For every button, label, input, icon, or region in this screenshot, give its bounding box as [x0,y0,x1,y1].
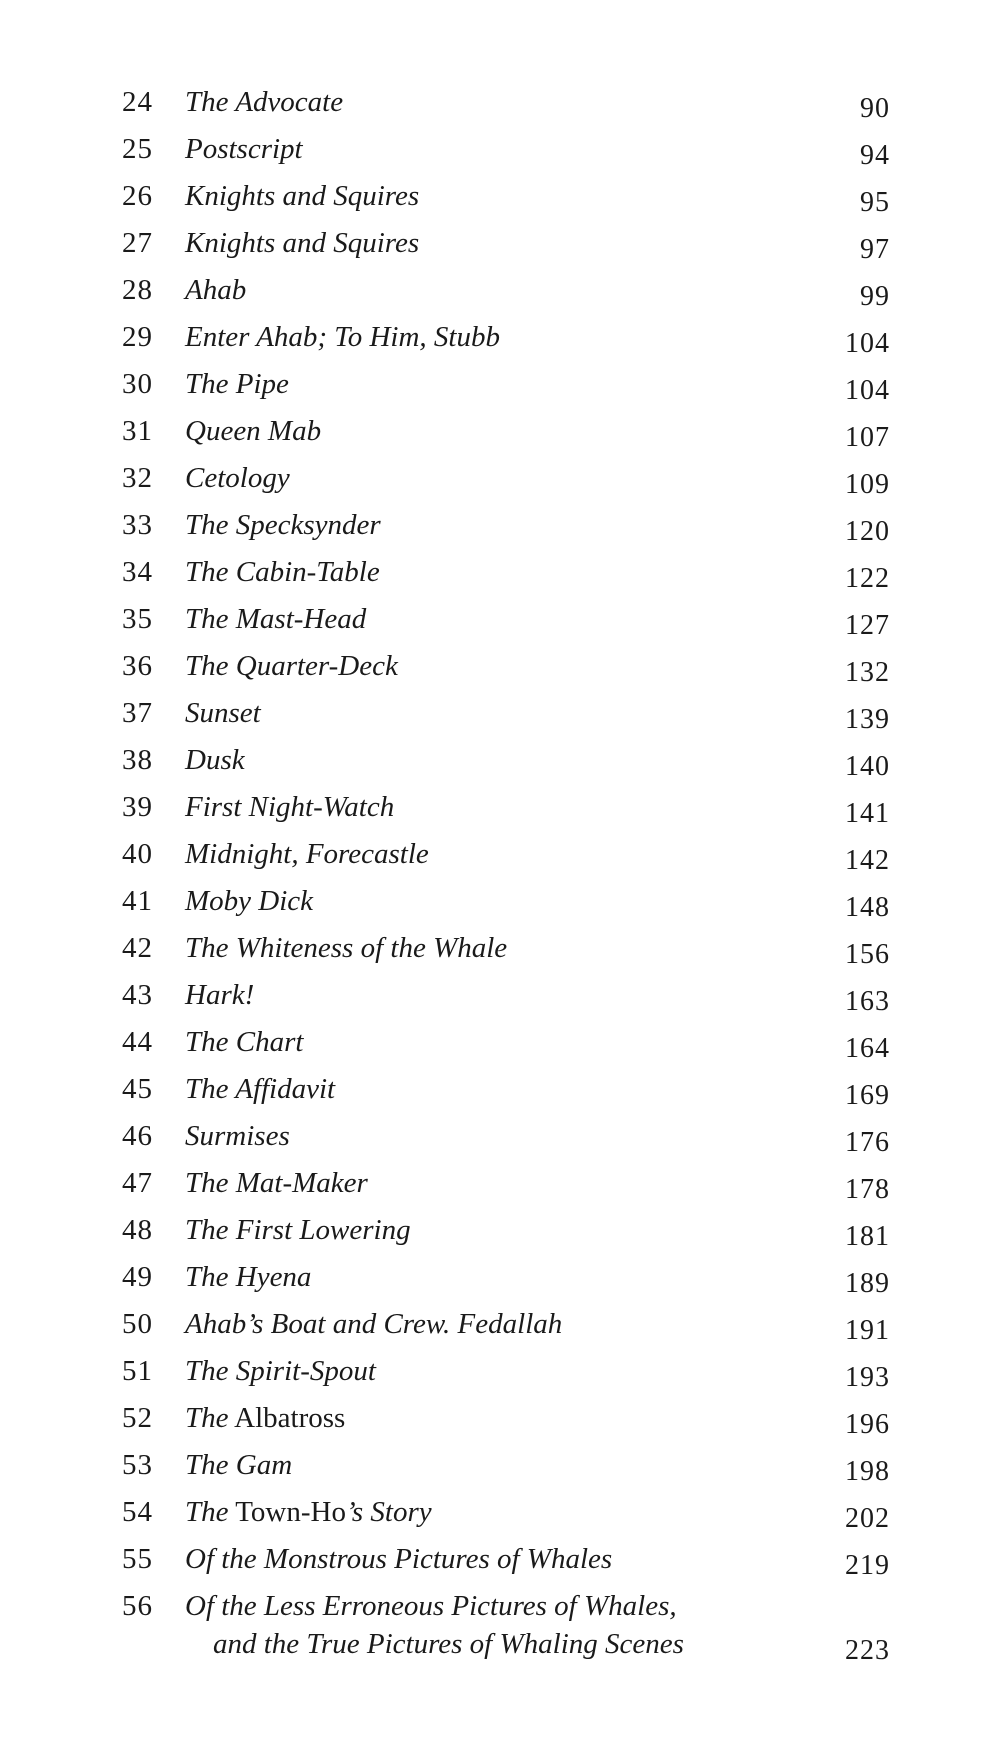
chapter-title-roman: Town-Ho [228,1496,346,1528]
page-number: 193 [845,1362,890,1393]
toc-entry [0,361,1000,408]
chapter-number: 35 [122,603,153,635]
chapter-number: 47 [122,1167,153,1199]
page-number: 132 [845,657,890,688]
page-number: 104 [845,375,890,406]
page-number: 181 [845,1221,890,1252]
chapter-number: 43 [122,979,153,1011]
toc-entry [0,126,1000,173]
chapter-number: 29 [122,321,153,353]
chapter-title: Midnight, Forecastle [185,838,429,870]
chapter-number: 50 [122,1308,153,1340]
chapter-title: Queen Mab [185,415,322,447]
toc-entry [0,596,1000,643]
toc-entry [0,1301,1000,1348]
chapter-number: 34 [122,556,153,588]
chapter-number: 24 [122,86,153,118]
chapter-title: Knights and Squires [185,180,420,212]
toc-entry [0,972,1000,1019]
chapter-number: 33 [122,509,153,541]
chapter-title: The Pipe [185,368,289,400]
chapter-title: Of the Less Erroneous Pictures of Whales, [185,1590,677,1622]
toc-entry [0,1113,1000,1160]
chapter-number: 28 [122,274,153,306]
toc-entry [0,1489,1000,1536]
toc-entry [0,173,1000,220]
chapter-title: Hark! [185,979,255,1011]
chapter-title: The Cabin-Table [185,556,380,588]
chapter-number: 36 [122,650,153,682]
chapter-number: 44 [122,1026,153,1058]
chapter-number: 41 [122,885,153,917]
toc-entry [0,408,1000,455]
chapter-title: The Specksynder [185,509,381,541]
chapter-number: 31 [122,415,153,447]
page-number: 196 [845,1409,890,1440]
page-number: 198 [845,1456,890,1487]
toc-entry [0,1160,1000,1207]
chapter-title: The Mat-Maker [185,1167,368,1199]
page-number: 90 [860,93,890,124]
page-number: 140 [845,751,890,782]
page-number: 139 [845,704,890,735]
toc-entry [0,220,1000,267]
page-number: 169 [845,1080,890,1111]
chapter-title: The Chart [185,1026,304,1058]
chapter-title-roman: Albatross [228,1402,346,1434]
chapter-title: The Quarter-Deck [185,650,398,682]
chapter-number: 48 [122,1214,153,1246]
page-number: 223 [845,1635,890,1666]
page-number: 219 [845,1550,890,1581]
toc-entry [0,1395,1000,1442]
chapter-number: 53 [122,1449,153,1481]
chapter-title [185,1489,432,1536]
chapter-title-italic: The [185,1496,229,1528]
chapter-number: 26 [122,180,153,212]
chapter-number: 40 [122,838,153,870]
chapter-number: 39 [122,791,153,823]
chapter-number: 52 [122,1402,153,1434]
chapter-number: 37 [122,697,153,729]
chapter-title: The Spirit-Spout [185,1355,376,1387]
page-number: 148 [845,892,890,923]
chapter-title: Knights and Squires [185,227,420,259]
page-number: 127 [845,610,890,641]
page-number: 189 [845,1268,890,1299]
chapter-title: Dusk [185,744,245,776]
chapter-number: 25 [122,133,153,165]
chapter-title: The Affidavit [185,1073,336,1105]
chapter-title: Postscript [185,133,303,165]
toc-entry [0,784,1000,831]
toc-entry [0,737,1000,784]
toc-entry [0,878,1000,925]
page-number: 109 [845,469,890,500]
chapter-number: 27 [122,227,153,259]
chapter-number: 46 [122,1120,153,1152]
page-number: 120 [845,516,890,547]
toc-entry [0,549,1000,596]
toc-entry [0,1442,1000,1489]
toc-entry [0,1066,1000,1113]
chapter-number: 38 [122,744,153,776]
page-number: 122 [845,563,890,594]
page-number: 107 [845,422,890,453]
toc-entry [0,690,1000,737]
page-number: 164 [845,1033,890,1064]
toc-entry [0,455,1000,502]
toc-entry [0,1536,1000,1583]
toc-entry [0,925,1000,972]
page-number: 104 [845,328,890,359]
chapter-title: Of the Monstrous Pictures of Whales [185,1543,613,1575]
page-number: 142 [845,845,890,876]
page-number: 202 [845,1503,890,1534]
chapter-title-continued: and the True Pictures of Whaling Scenes [213,1628,684,1660]
toc-entry [0,1207,1000,1254]
page-number: 99 [860,281,890,312]
chapter-title: The Hyena [185,1261,312,1293]
chapter-number: 49 [122,1261,153,1293]
chapter-title: Surmises [185,1120,290,1152]
chapter-title: Ahab [185,274,247,306]
chapter-number: 30 [122,368,153,400]
chapter-title: The Gam [185,1449,293,1481]
toc-entry [0,79,1000,126]
toc-entry [0,1348,1000,1395]
toc-entry [0,643,1000,690]
chapter-title: The Advocate [185,86,344,118]
chapter-title: Sunset [185,697,261,729]
chapter-number: 45 [122,1073,153,1105]
page-number: 95 [860,187,890,218]
toc-entry [0,267,1000,314]
chapter-title: The Mast-Head [185,603,367,635]
chapter-title: Cetology [185,462,290,494]
chapter-title: The Whiteness of the Whale [185,932,508,964]
chapter-title: Moby Dick [185,885,314,917]
page-number: 156 [845,939,890,970]
toc-entry [0,502,1000,549]
page-number: 178 [845,1174,890,1205]
toc-entry [0,1019,1000,1066]
chapter-title-italic: The [185,1402,229,1434]
page-number: 97 [860,234,890,265]
chapter-number: 55 [122,1543,153,1575]
toc-entry [0,1583,1000,1669]
chapter-number: 32 [122,462,153,494]
chapter-title-italic-end: ’s Story [345,1496,432,1528]
chapter-number: 56 [122,1590,153,1622]
chapter-number: 42 [122,932,153,964]
toc-entry [0,831,1000,878]
chapter-title: The First Lowering [185,1214,411,1246]
chapter-title: Ahab’s Boat and Crew. Fedallah [185,1308,563,1340]
page-number: 141 [845,798,890,829]
chapter-title: Enter Ahab; To Him, Stubb [185,321,500,353]
chapter-title [185,1395,345,1442]
chapter-number: 51 [122,1355,153,1387]
page-number: 163 [845,986,890,1017]
chapter-number: 54 [122,1496,153,1528]
chapter-title: First Night-Watch [185,791,395,823]
page-number: 176 [845,1127,890,1158]
page-number: 94 [860,140,890,171]
toc-entry [0,314,1000,361]
page-number: 191 [845,1315,890,1346]
toc-entry [0,1254,1000,1301]
